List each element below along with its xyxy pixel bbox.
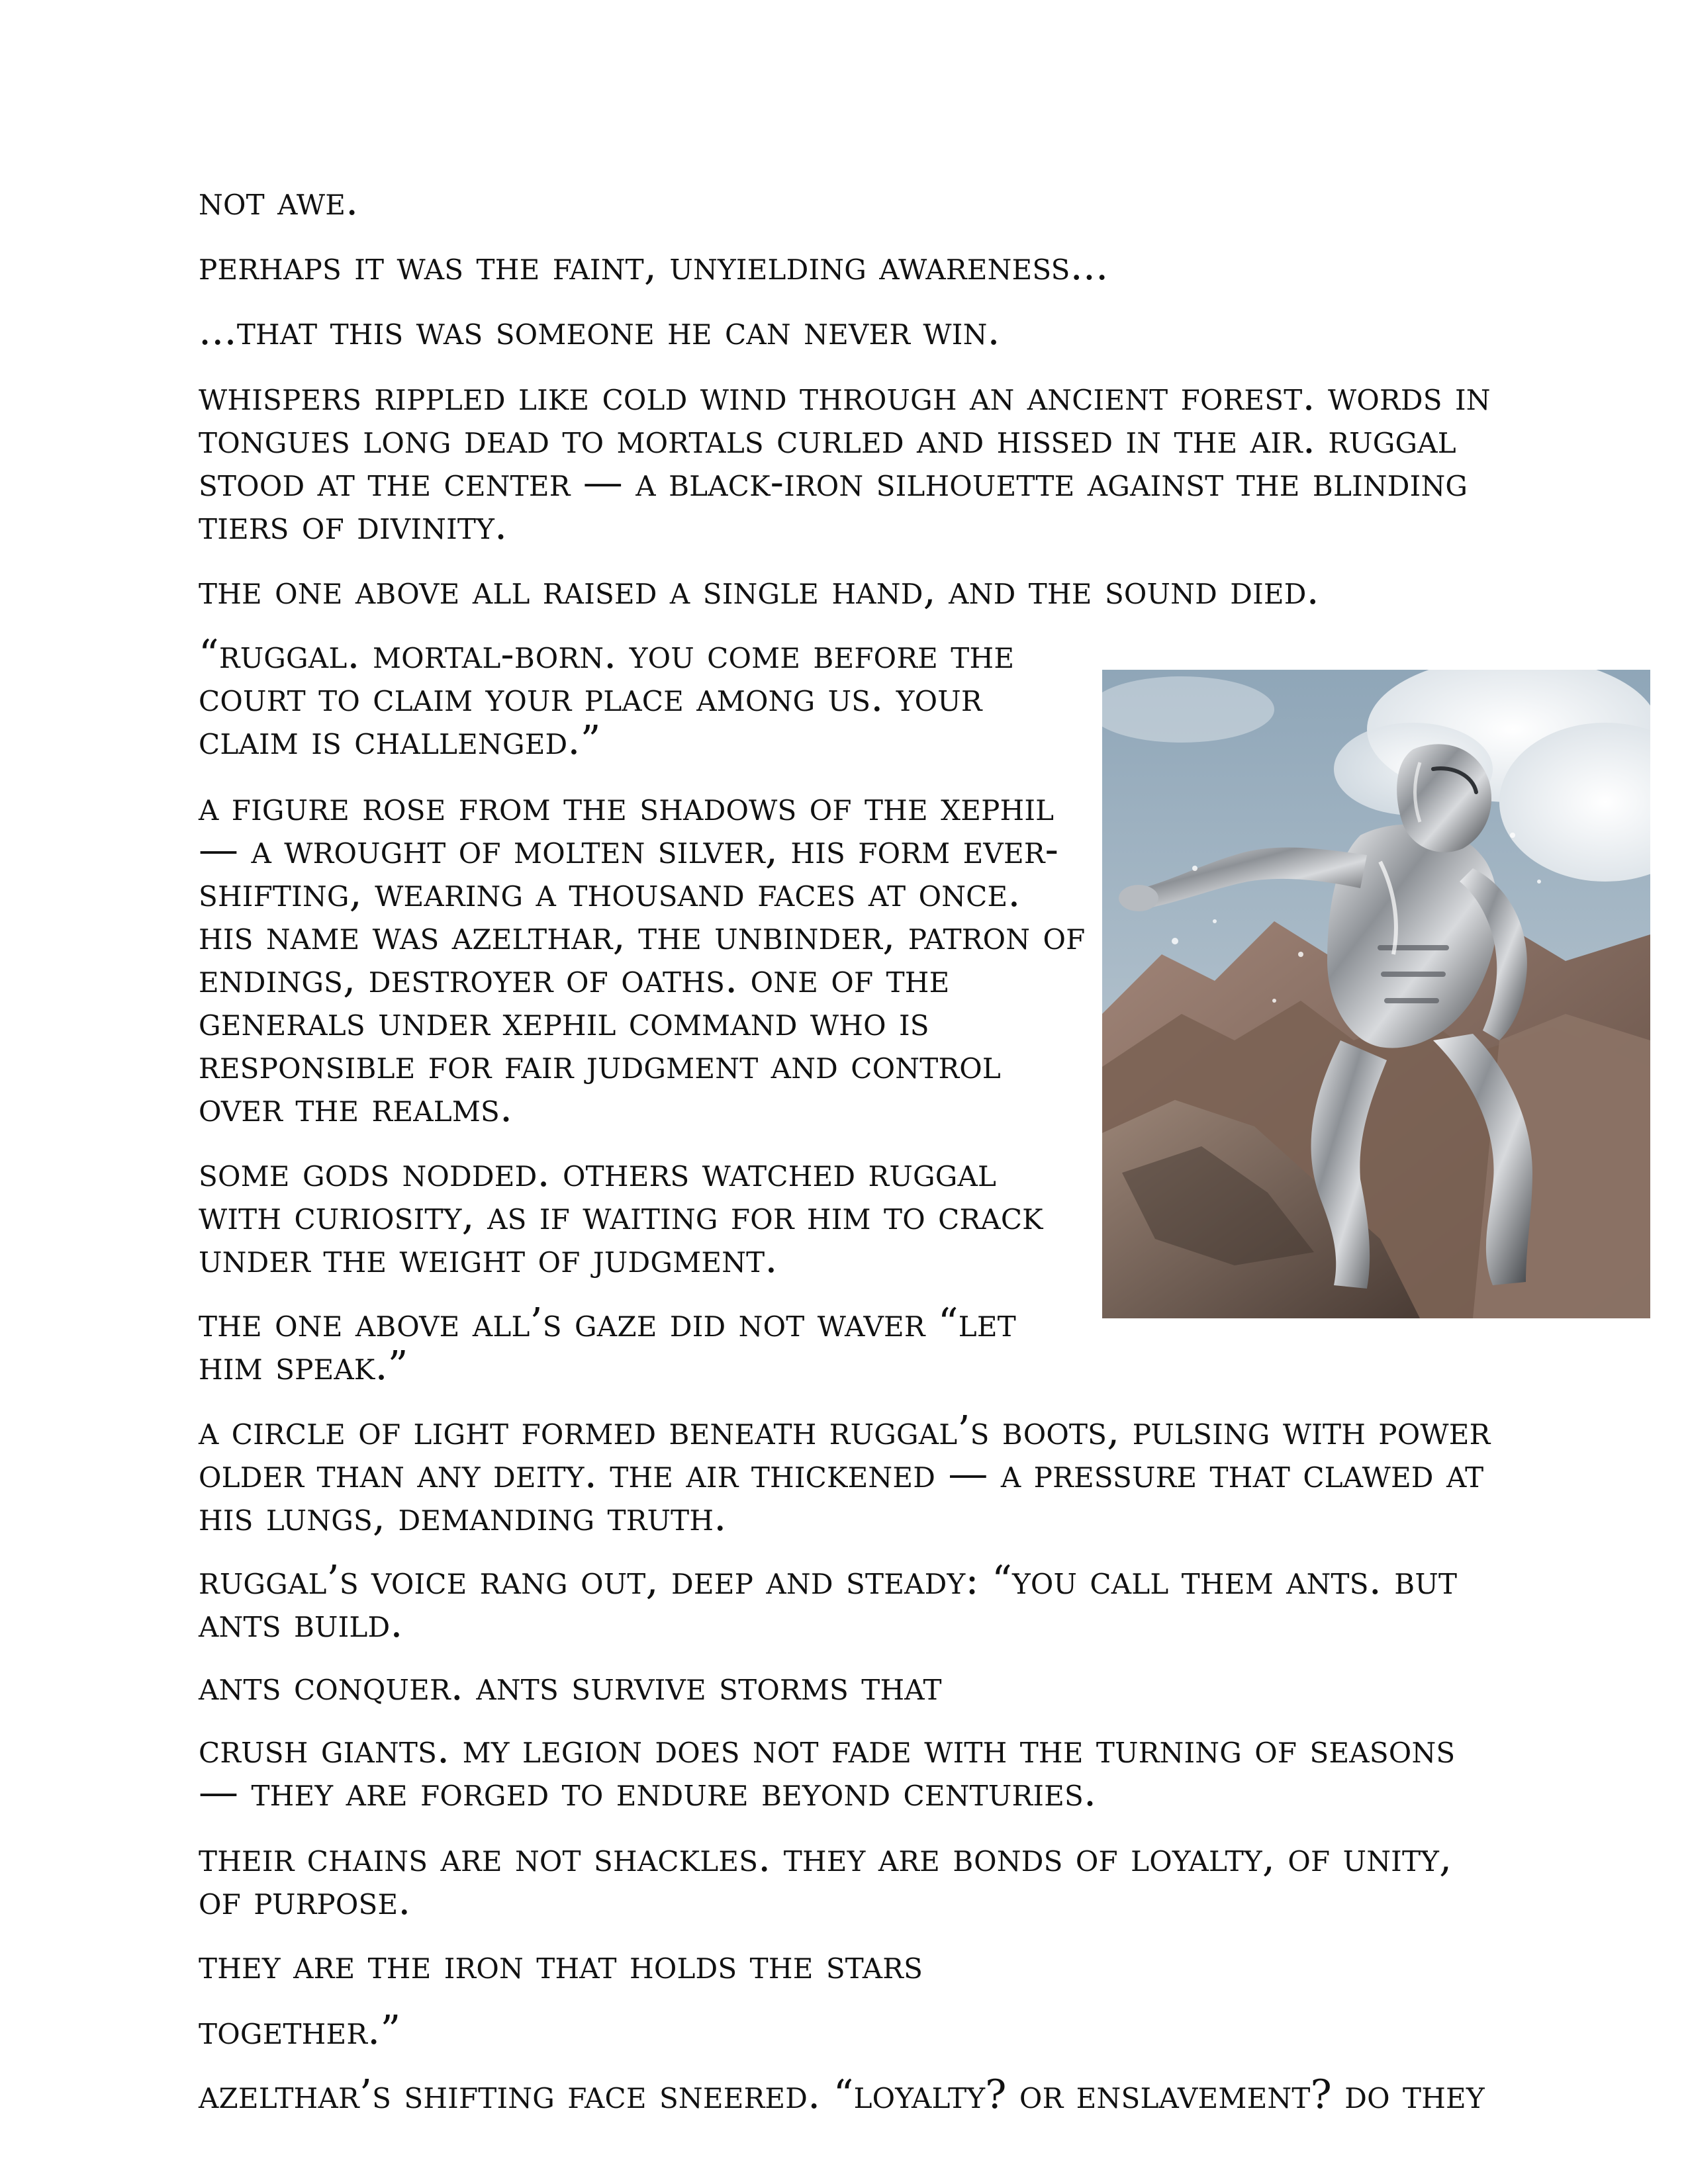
silver-figure-image — [1102, 670, 1650, 1318]
paragraph: their chains are not shackles. they are bonds of loyalty, of unity, of purpose. — [199, 1835, 1452, 1924]
silver-figure-illustration — [1102, 670, 1650, 1318]
paragraph: a figure rose from the shadows of the xephil — a wrought of molten silver, his form ever-shifting, wearing a thousand faces at once. his name was azelthar, the unbinder, patron of endings, destroyer of oaths. one of the generals under xephil command who is responsible for fair judgment and control over the realms. — [199, 784, 1086, 1131]
paragraph: the one above all raised a single hand, and the sound died. — [199, 567, 1319, 614]
paragraph: ruggal’s voice rang out, deep and steady: “you call them ants. but ants build. — [199, 1557, 1458, 1647]
paragraph: azelthar’s shifting face sneered. “loyalty? or enslavement? do they — [199, 2071, 1485, 2118]
paragraph: some gods nodded. others watched ruggal with curiosity, as if waiting for him to crack under the weight of judgment. — [199, 1150, 1043, 1282]
paragraph: not awe. — [199, 178, 359, 224]
paragraph: perhaps it was the faint, unyielding awareness... — [199, 243, 1109, 289]
paragraph: the one above all’s gaze did not waver “let him speak.” — [199, 1300, 1016, 1389]
paragraph: crush giants. my legion does not fade with the turning of seasons — they are forged to endure beyond centuries. — [199, 1726, 1456, 1815]
paragraph: “ruggal. mortal-born. you come before the court to claim your place among us. your claim is challenged.” — [199, 631, 1015, 764]
paragraph: they are the iron that holds the stars — [199, 1942, 923, 1988]
paragraph: ants conquer. ants survive storms that — [199, 1663, 942, 1709]
paragraph: together.” — [199, 2007, 401, 2054]
paragraph: whispers rippled like cold wind through an ancient forest. words in tongues long dead to mortals curled and hissed in the air. ruggal stood at the center — a black-iron silhouette against the blinding tiers of divinity. — [199, 373, 1491, 549]
paragraph: ...that this was someone he can never win. — [199, 308, 1000, 354]
paragraph: a circle of light formed beneath ruggal’s boots, pulsing with power older than any deity. the air thickened — a pressure that clawed at his lungs, demanding truth. — [199, 1408, 1491, 1540]
